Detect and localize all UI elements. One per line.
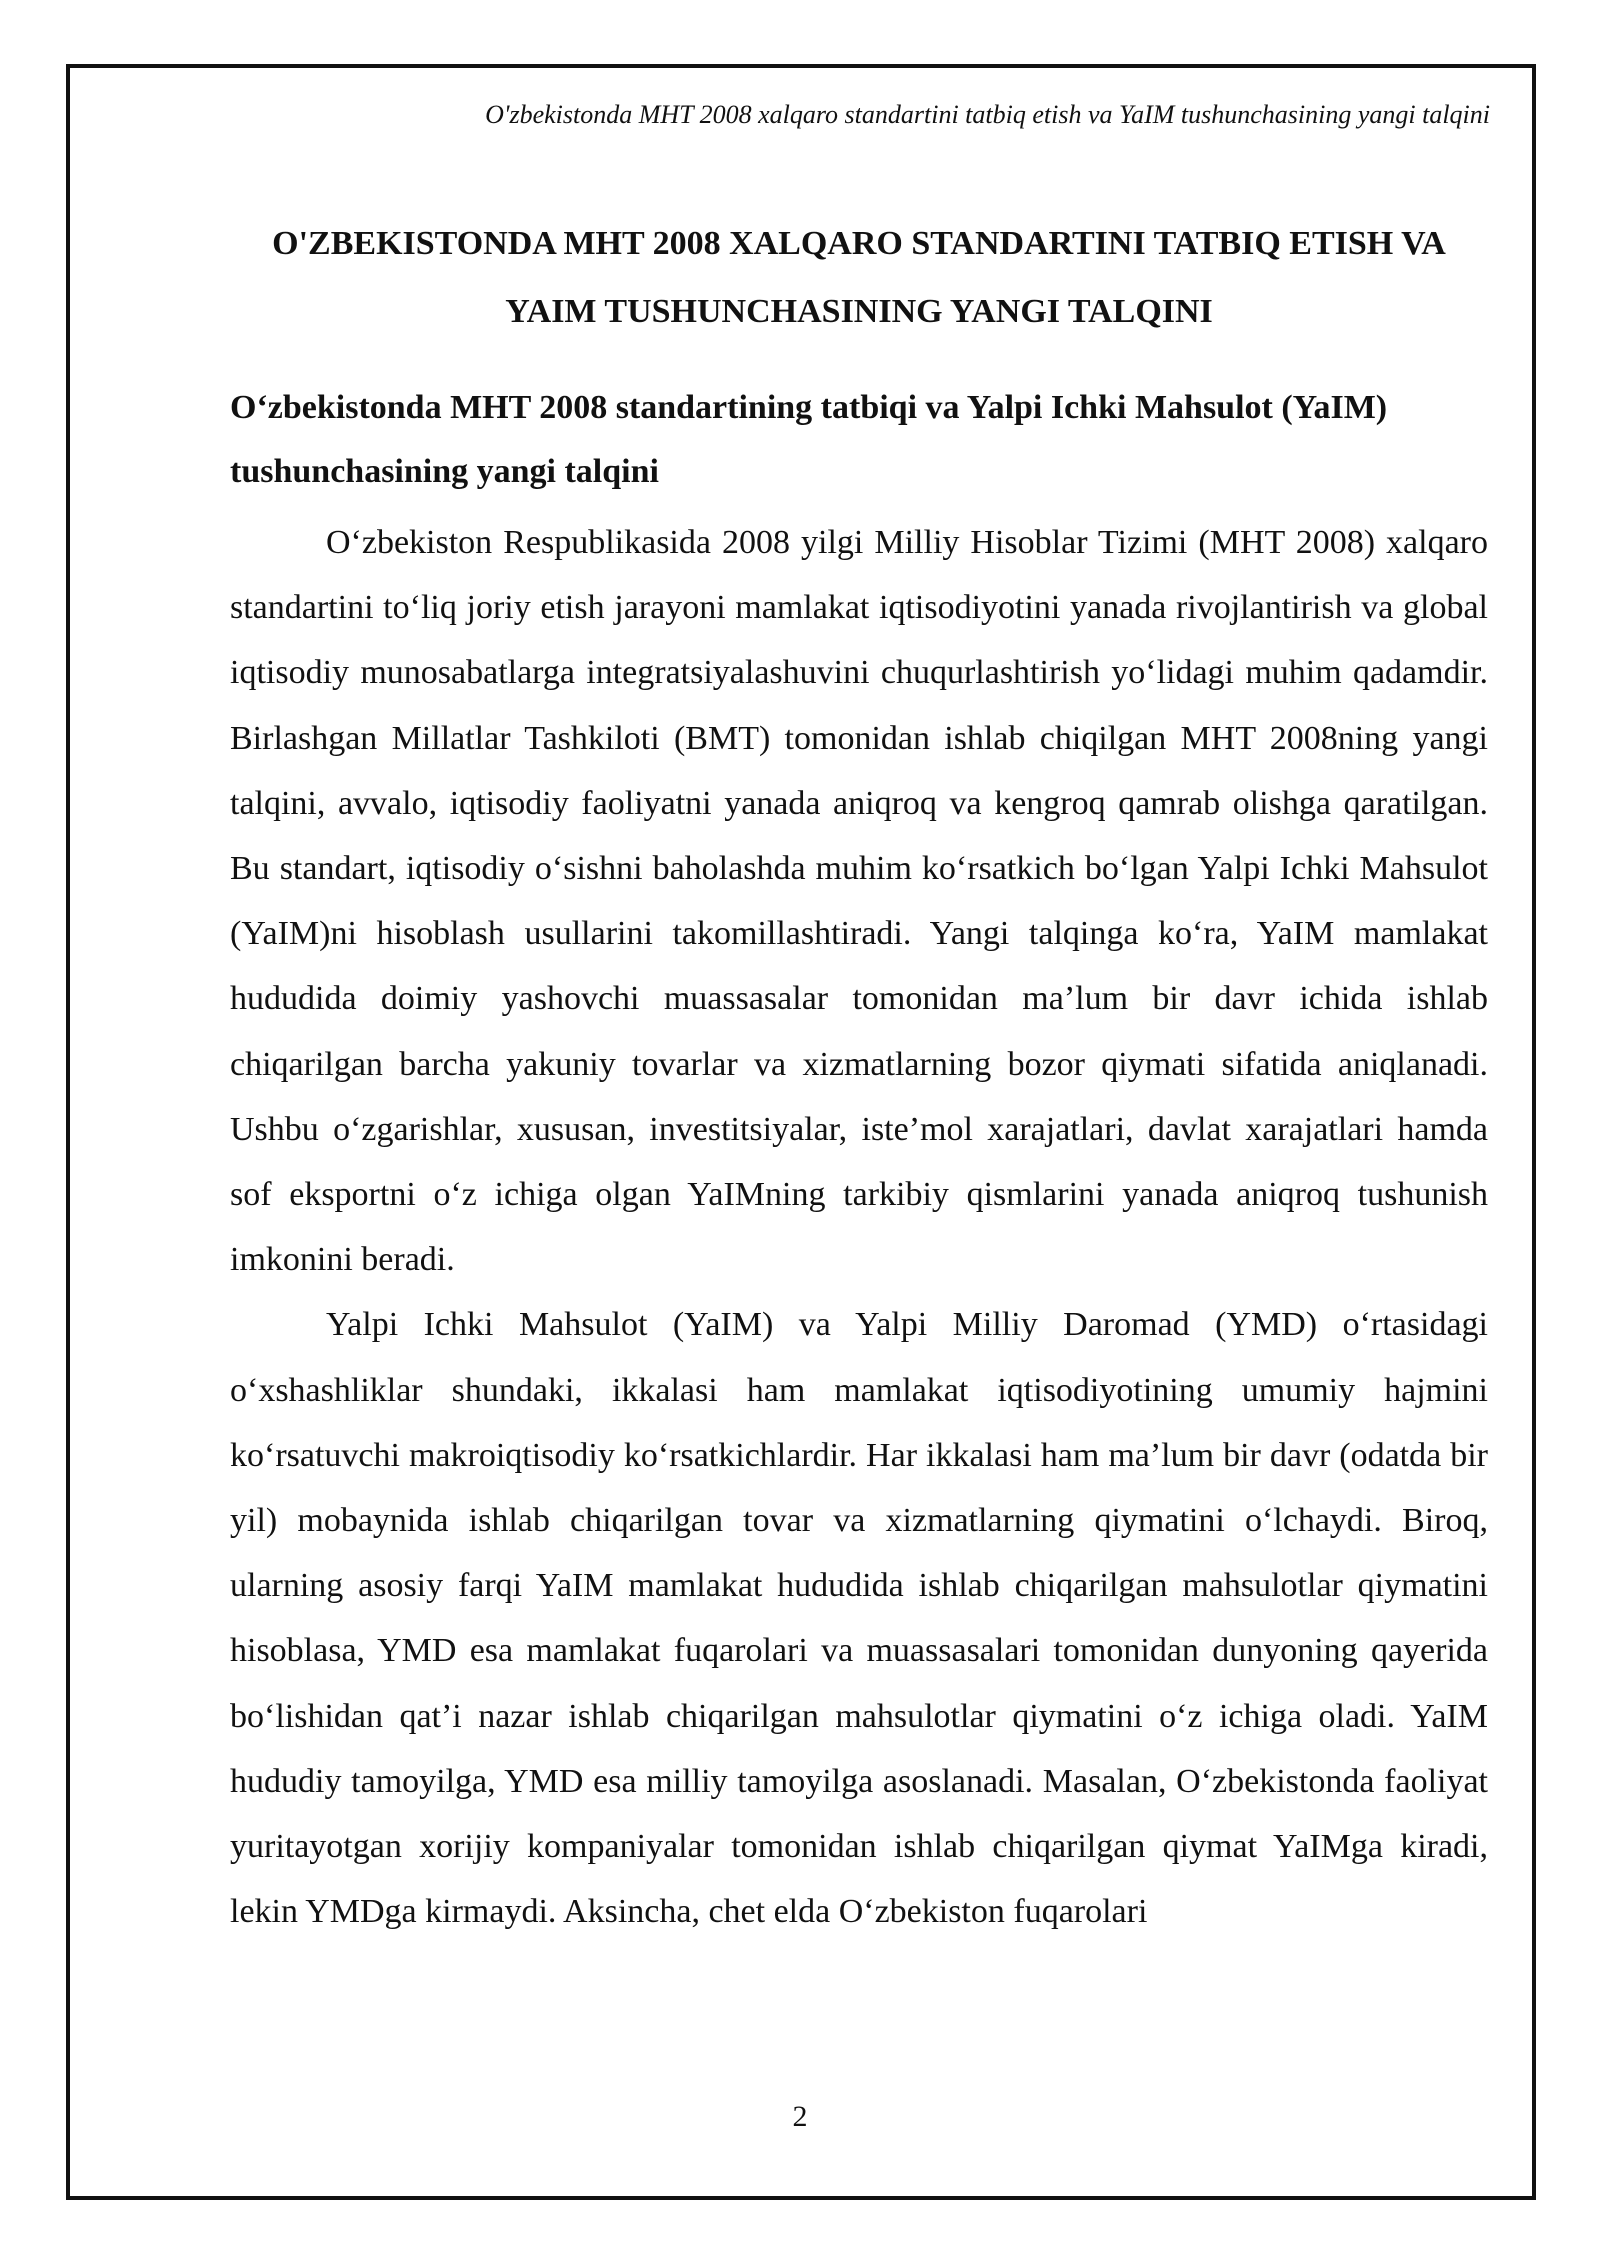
paragraph-2: Yalpi Ichki Mahsulot (YaIM) va Yalpi Milliy Daromad (YMD) o‘rtasidagi o‘xshashliklar shundaki, ikkalasi ham mamlakat iqtisodiyotining umumiy hajmini ko‘rsatuvchi makroiqtisodiy ko‘rsatkichlardir. Har ikkalasi ham ma’lum bir davr (odatda bir yil) mobaynida ishlab chiqarilgan tovar va xizmatlarning qiymatini o‘lchaydi. Biroq, ularning asosiy farqi YaIM mamlakat hududida ishlab chiqarilgan mahsulotlar qiymatini hisoblasa, YMD esa mamlakat fuqarolari va muassasalari tomonidan dunyoning qayerida bo‘lishidan qat’i nazar ishlab chiqarilgan mahsulotlar qiymatini o‘z ichiga oladi. YaIM hududiy tamoyilga, YMD esa milliy tamoyilga asoslanadi. Masalan, O‘zbekistonda faoliyat yuritayotgan xorijiy kompaniyalar tomonidan ishlab chiqarilgan qiymat YaIMga kiradi, lekin YMDga kirmaydi. Aksincha, chet elda O‘zbekiston fuqarolari <box>230 1306 1488 1931</box>
paragraph-1: O‘zbekiston Respublikasida 2008 yilgi Milliy Hisoblar Tizimi (MHT 2008) xalqaro standartini to‘liq joriy etish jarayoni mamlakat iqtisodiyotini yanada rivojlantirish va global iqtisodiy munosabatlarga integratsiyalashuvini chuqurlashtirish yo‘lidagi muhim qadamdir. Birlashgan Millatlar Tashkiloti (BMT) tomonidan ishlab chiqilgan MHT 2008ning yangi talqini, avvalo, iqtisodiy faoliyatni yanada aniqroq va kengroq qamrab olishga qaratilgan. Bu standart, iqtisodiy o‘sishni baholashda muhim ko‘rsatkich bo‘lgan Yalpi Ichki Mahsulot (YaIM)ni hisoblash usullarini takomillashtiradi. Yangi talqinga ko‘ra, YaIM mamlakat hududida doimiy yashovchi muassasalar tomonidan ma’lum bir davr ichida ishlab chiqarilgan barcha yakuniy tovarlar va xizmatlarning bozor qiymati sifatida aniqlanadi. Ushbu o‘zgarishlar, xususan, investitsiyalar, iste’mol xarajatlari, davlat xarajatlari hamda sof eksportni o‘z ichiga olgan YaIMning tarkibiy qismlarini yanada aniqroq tushunish imkonini beradi. <box>230 524 1488 1279</box>
running-header: O'zbekistonda MHT 2008 xalqaro standartini tatbiq etish va YaIM tushunchasining yangi talqini <box>485 100 1490 129</box>
document-title: O'ZBEKISTONDA MHT 2008 XALQARO STANDARTINI TATBIQ ETISH VA YAIM TUSHUNCHASINING YANGI TALQINI <box>272 225 1446 330</box>
section-heading: O‘zbekistonda MHT 2008 standartining tatbiqi va Yalpi Ichki Mahsulot (YaIM) tushunchasining yangi talqini <box>230 389 1388 490</box>
page-number: 2 <box>792 2100 808 2133</box>
document-body <box>230 210 1488 1944</box>
